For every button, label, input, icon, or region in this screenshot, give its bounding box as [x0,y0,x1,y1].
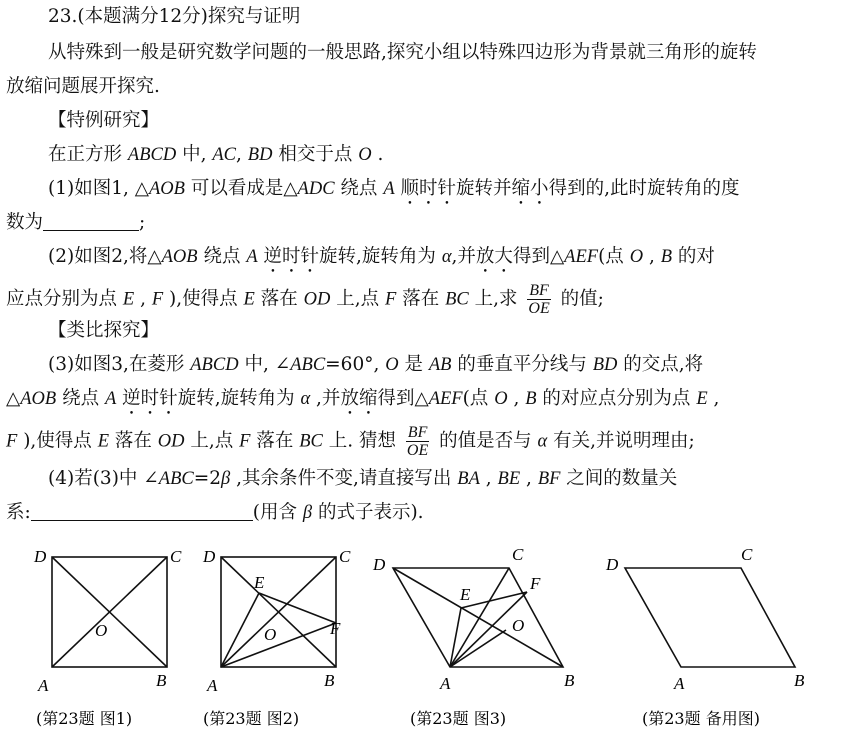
q2-a15: 的对 [672,246,715,267]
q2-emph-2: 放大 [475,246,513,267]
q3-a4: ABC [290,355,326,375]
setup-t9: . [371,144,384,165]
q1-a8: 旋转并 [456,178,512,199]
figure-4-rhombus [625,568,795,667]
q3-b15: 的对应点分别为点 [536,388,697,409]
q2-a6: 旋转,旋转角为 [319,246,442,267]
q3-b14: B [525,389,537,409]
fig1-label-a: A [38,676,49,695]
q3-b1: △ [6,388,21,409]
setup-t7: 相交于点 [272,144,359,165]
q3-b2: AOB [20,389,57,409]
setup-t8: O [358,145,372,165]
q3-a9: 的垂直平分线与 [451,354,593,375]
q3-b13: , [507,388,526,409]
fig3-label-o: O [512,616,525,635]
fig4-label-b: B [794,671,805,690]
q2-b2: E [122,289,135,310]
q2-a3: 绕点 [197,246,247,267]
intro-text-2: 放缩问题展开探究. [6,76,160,97]
q1-emph-2: 缩小 [511,178,549,199]
q3-emph-2: 放缩 [340,388,378,409]
q3-b3: 绕点 [56,388,105,409]
q3-c7: F [239,431,251,452]
q3-a8: AB [428,355,452,375]
q2-frac-num: BF [529,282,549,299]
q3-a3: 中, ∠ [238,354,291,375]
fig3-label-c: C [512,545,524,564]
q2-b14: 的值; [554,288,604,310]
header-text: 23.(本题满分12分)探究与证明 [48,6,301,27]
q2-a1: (2)如图2,将△ [48,246,162,267]
q2-b12: BC [445,289,469,310]
fig2-label-b: B [324,671,335,690]
q4-a10: BF [537,469,561,489]
q4-a6: BA [457,469,480,489]
q2-b1: 应点分别为点 [6,288,123,310]
q3-a11: 的交点,将 [617,354,704,375]
fig2-label-c: C [339,547,351,566]
q4-beta-1: β [221,469,231,489]
q3-c1: F [6,431,18,452]
q3-a2: ABCD [190,355,239,375]
section-1-title: 【特例研究】 [48,110,160,131]
q1-a4: ADC [297,179,335,199]
fig3-label-a: A [440,674,451,693]
q3-c3: E [97,431,109,452]
setup-t3: 中, [176,144,213,165]
q2-b13: 上,求 [468,288,524,310]
q4-a7: , [479,468,498,489]
setup-t2: ABCD [127,145,177,165]
q2-a11: (点 [598,246,630,267]
q4-a5: ,其余条件不变,请直接写出 [230,468,458,489]
q3-b10: AEF [428,389,463,409]
q2-b8: OD [303,289,331,310]
setup-t5: , [236,144,248,165]
q3-b4: A [104,389,117,409]
fig3-label-b: B [564,671,575,690]
q1-emph-1: 顺时针 [400,178,457,199]
q2-a12: O [629,247,644,267]
q3-c9: BC [299,431,323,452]
q2-b10: F [385,289,397,310]
fig4-label-a: A [674,674,685,693]
q3-b9: 得到△ [377,388,429,409]
fig1-label-o: O [95,621,108,640]
q4-a8: BE [497,469,521,489]
fig2-label-o: O [264,625,277,644]
q3-frac-num: BF [407,424,428,441]
q3-a6: O [385,355,399,375]
q1-b1: 数为 [6,212,44,233]
figure-1-square [52,557,167,667]
setup-t4: AC [212,145,236,165]
q3-a5: =60°, [325,354,386,375]
q4-a3: =2 [193,468,222,489]
fig2-label-f: F [330,619,341,638]
q2-emph-1: 逆时针 [263,246,320,267]
fig4-caption: (第23题 备用图) [642,709,760,728]
q3-emph-1: 逆时针 [122,388,178,409]
q4-b1: 系: [6,502,31,523]
q3-c5: OD [157,431,185,452]
q1-a1: (1)如图1, △ [48,178,149,199]
fig2-label-e: E [254,573,265,592]
fig4-label-c: C [741,545,753,564]
q3-c10: 上. 猜想 [322,430,402,452]
q2-b5: ),使得点 [163,288,244,310]
fig3-label-e: E [460,585,471,604]
q4-b2: (用含 [252,502,303,523]
q3-c6: 上,点 [184,430,240,452]
q2-b6: E [243,289,255,310]
q2-a14: B [660,247,673,267]
q1-b2: ; [139,212,146,233]
q3-c11: 的值是否与 [433,430,538,452]
q1-a2: AOB [148,179,185,199]
q3-b8: ,并 [310,388,341,409]
q3-b11: (点 [462,388,495,409]
setup-t6: BD [247,145,273,165]
q3-b6: 旋转,旋转角为 [177,388,301,409]
q3-b16: E [696,389,708,409]
setup-t1: 在正方形 [48,144,128,165]
q2-b9: 上,点 [330,288,386,310]
q3-c13: 有关,并说明理由; [547,430,695,452]
fig1-label-d: D [34,547,47,566]
fig4-label-d: D [606,555,619,574]
q1-a6: A [383,179,395,199]
q2-alpha: α [441,247,452,267]
q3-a10: BD [592,355,618,375]
q3-c8: 落在 [250,430,300,452]
q2-b11: 落在 [396,288,446,310]
q3-b17: , [707,388,720,409]
q1-a5: 绕点 [334,178,384,199]
q2-a4: A [246,247,258,267]
figure-2 [221,557,336,667]
fig2-label-d: D [203,547,216,566]
q4-beta-2: β [302,503,313,523]
fig3-label-d: D [373,555,386,574]
q2-frac-den: OE [528,300,550,317]
q3-a7: 是 [398,354,429,375]
q3-b12: O [494,389,508,409]
fig2-segment-af [221,623,336,667]
intro-text-1: 从特殊到一般是研究数学问题的一般思路,探究小组以特殊四边形为背景就三角形的旋转 [48,42,757,63]
section-2-title: 【类比探究】 [48,320,160,341]
fig2-caption: (第23题 图2) [203,709,300,728]
q4-a1: (4)若(3)中 ∠ [48,468,159,489]
fig1-label-c: C [170,547,182,566]
q3-alpha-2: α [537,431,548,452]
q3-c4: 落在 [109,430,158,452]
fig2-segment-ae [221,593,259,667]
fig3-segment-ao [450,630,506,667]
q1-a3: 可以看成是△ [184,178,298,199]
fig2-label-a: A [207,676,218,695]
q2-a9: 得到△ [512,246,565,267]
q2-a8: ,并 [451,246,476,267]
fig1-caption: (第23题 图1) [36,709,133,728]
fig1-label-b: B [156,671,167,690]
q2-b4: F [151,289,164,310]
q2-a13: , [643,246,661,267]
q3-a1: (3)如图3,在菱形 [48,354,191,375]
q4-a2: ABC [158,469,194,489]
q4-a11: 之间的数量关 [560,468,678,489]
fig3-caption: (第23题 图3) [410,709,507,728]
q4-b4: 的式子表示). [312,502,424,523]
q2-a10: AEF [564,247,599,267]
q3-alpha-1: α [300,389,311,409]
q3-frac-den: OE [406,442,429,459]
q1-a9: 得到的,此时旋转角的度 [548,178,740,199]
q2-b3: , [134,288,152,310]
q2-b7: 落在 [254,288,304,310]
q4-a9: , [520,468,538,489]
fig3-label-f: F [530,574,541,593]
q3-c2: ),使得点 [17,430,98,452]
q2-a2: AOB [161,247,198,267]
